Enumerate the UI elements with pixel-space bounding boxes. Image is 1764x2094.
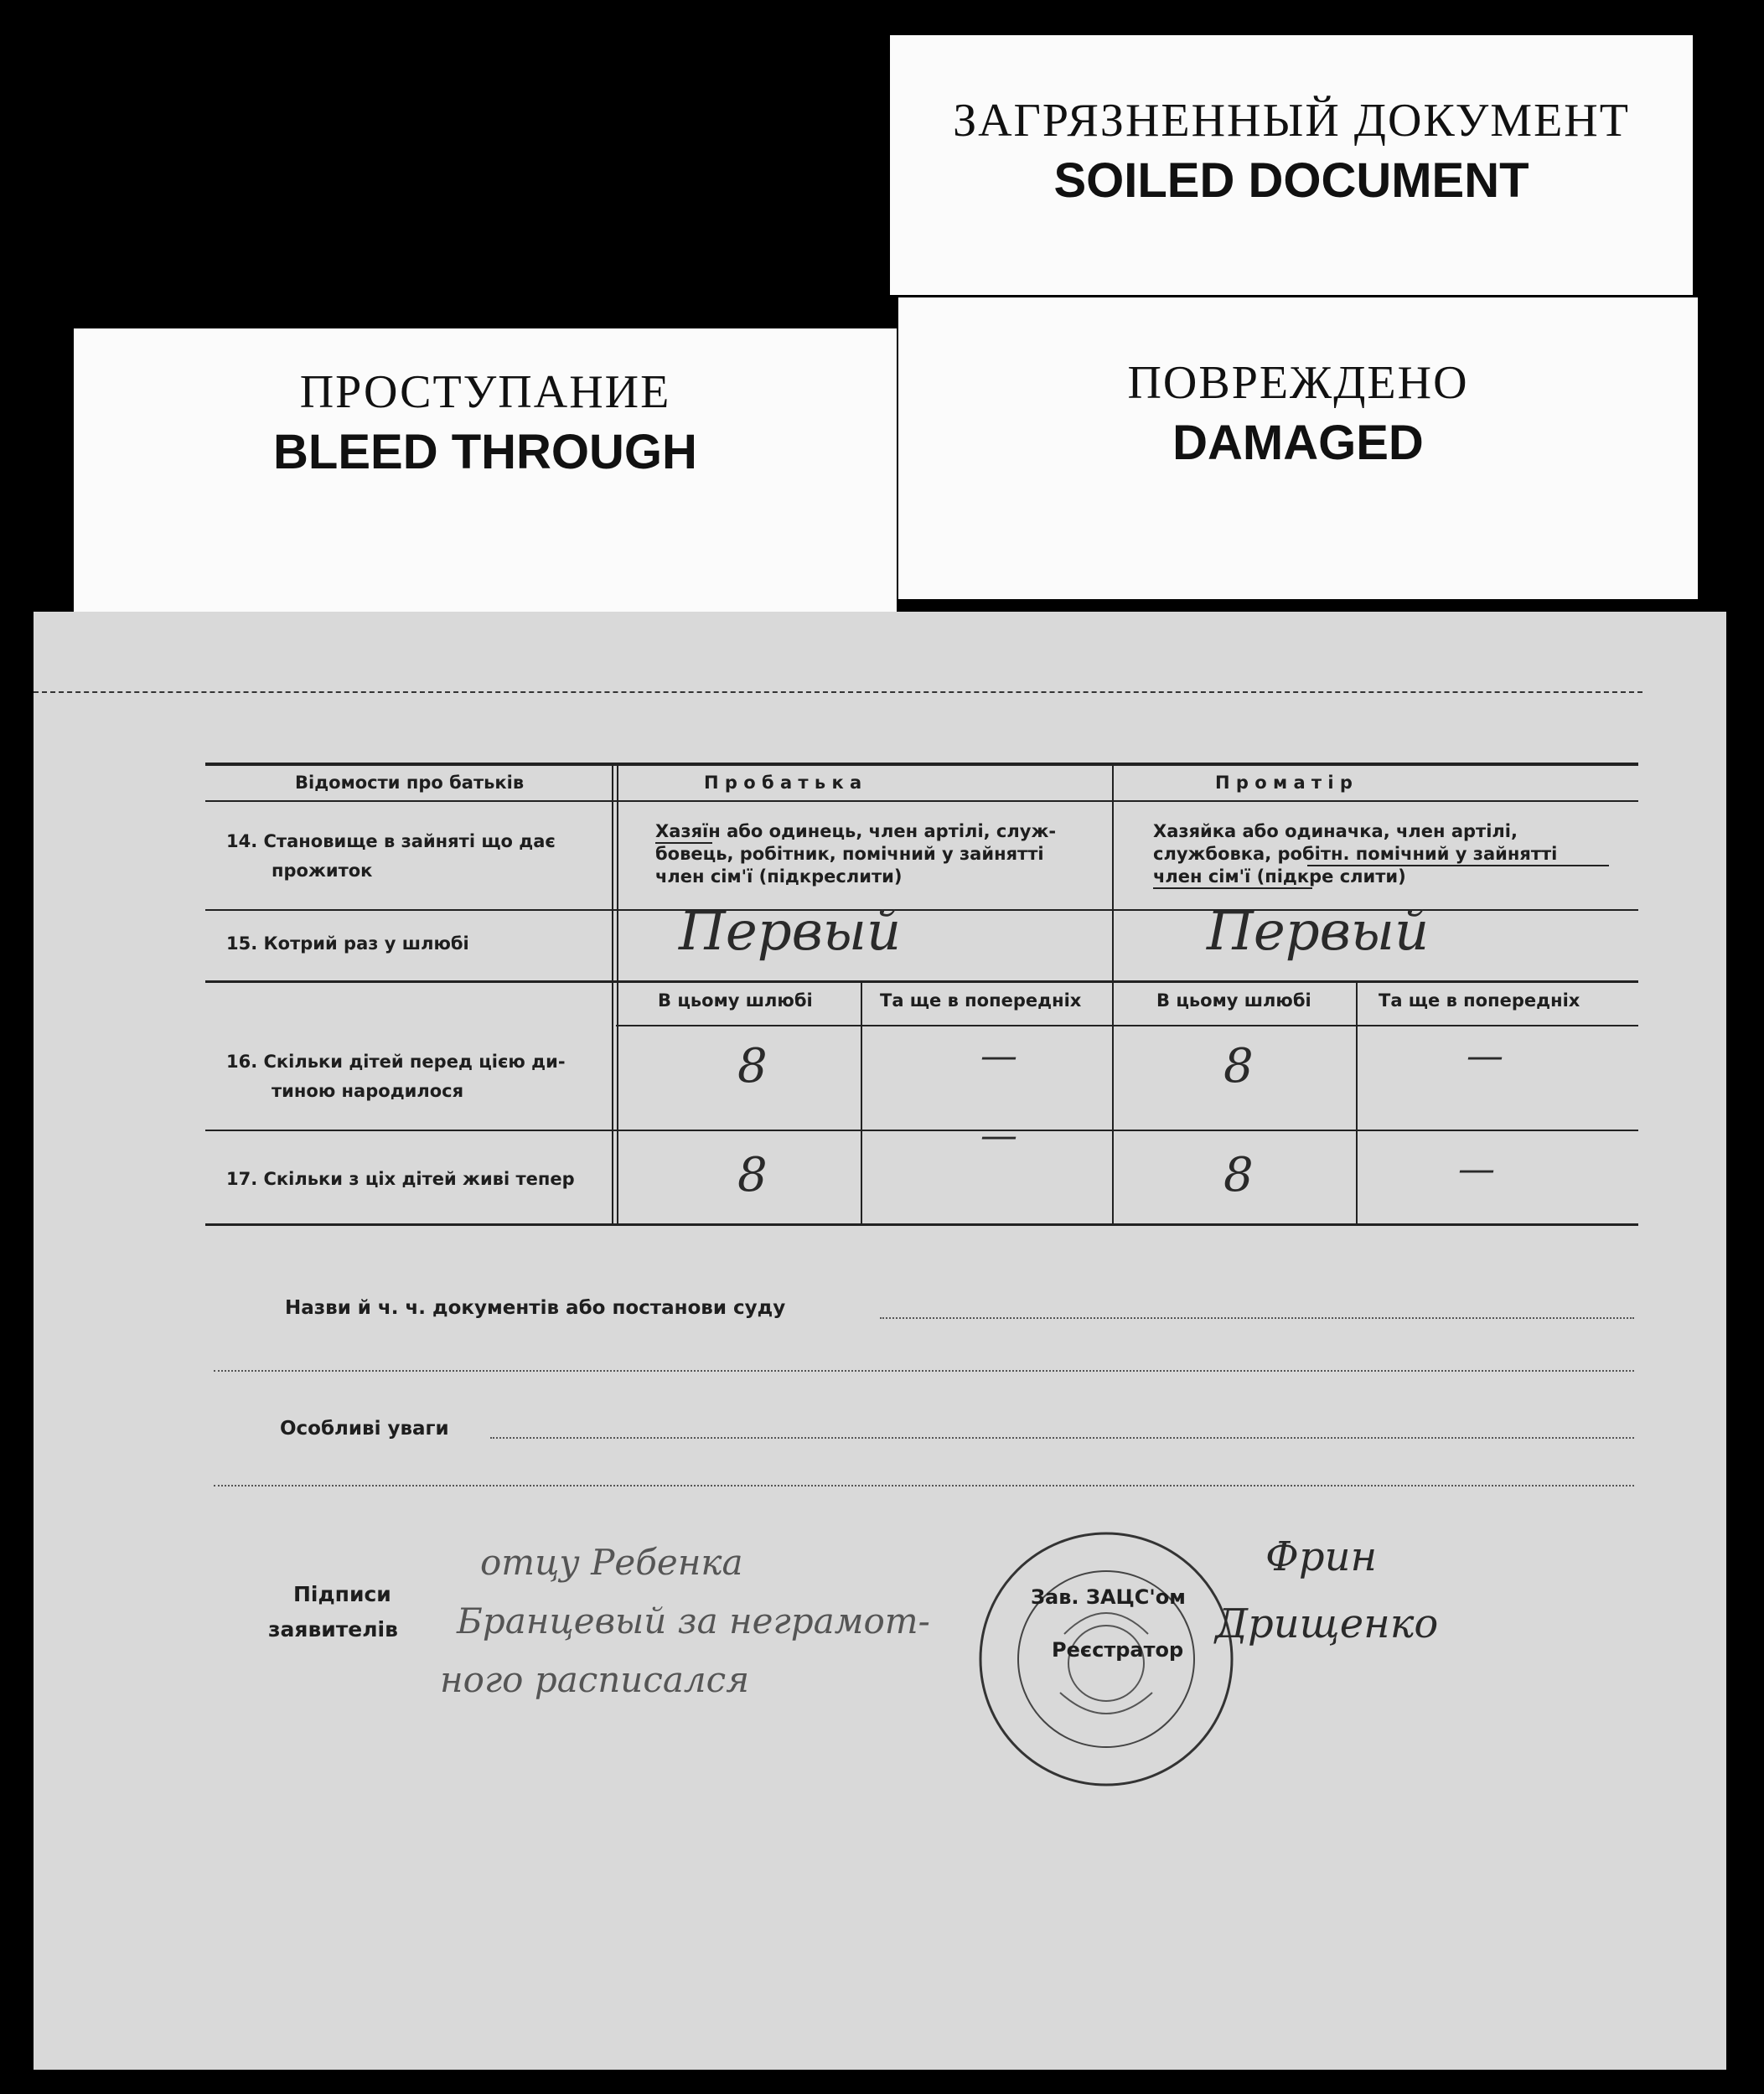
damaged-ru-label: ПОВРЕЖДЕНО — [1127, 357, 1469, 409]
col-divider-1b — [617, 763, 618, 1223]
soiled-ru-label: ЗАГРЯЗНЕННЫЙ ДОКУМЕНТ — [953, 95, 1630, 147]
header-parents-info: Відомости про батьків — [295, 773, 525, 793]
row17-label: 17. Скільки з ціх дітей живі тепер — [226, 1169, 575, 1189]
father-previous: Та ще в попередніх — [880, 990, 1082, 1011]
header-father: П р о б а т ь к а — [704, 773, 862, 793]
signature-hw-b: Бранцевый за неграмот- — [457, 1600, 930, 1642]
signatures-label-a: Підписи — [293, 1582, 391, 1606]
damaged-en-label: DAMAGED — [1172, 416, 1424, 470]
row16-label-a: 16. Скільки дітей перед цією ди- — [226, 1052, 566, 1072]
documents-line-1 — [880, 1317, 1634, 1319]
row16-father-prev: — — [980, 1035, 1017, 1078]
row16-mother-this: 8 — [1223, 1039, 1254, 1094]
documents-line-2 — [214, 1370, 1634, 1372]
soiled-en-label: SOILED DOCUMENT — [1053, 153, 1529, 208]
table-top-border — [205, 763, 1638, 766]
registrar-signature: Дрищенко — [1215, 1600, 1439, 1647]
row17-mother-prev: — — [1458, 1148, 1495, 1191]
header-mother: П р о м а т і р — [1215, 773, 1353, 793]
row15-divider — [205, 980, 1638, 983]
bleed-through-card — [74, 328, 897, 613]
signature-hw-c: ного расписался — [440, 1659, 749, 1700]
document-sheet — [34, 612, 1726, 2070]
row14-mother-b: службовка, робітн. помічний у зайнятті — [1153, 844, 1558, 864]
header-divider — [205, 800, 1638, 802]
row15-father-value: Первый — [679, 901, 902, 963]
mother-previous: Та ще в попередніх — [1379, 990, 1580, 1011]
row16-mother-prev: — — [1467, 1035, 1503, 1078]
row16-divider — [205, 1130, 1638, 1131]
underline-pomichnyi — [1307, 865, 1609, 866]
row14-father-b: бовець, робітник, помічний у зайнятті — [655, 844, 1044, 864]
subheader-divider — [616, 1025, 1638, 1026]
damaged-card — [898, 297, 1698, 599]
row14-label-b: прожиток — [272, 861, 373, 881]
head-label: Зав. ЗАЦС'ом — [1031, 1585, 1186, 1609]
soiled-document-card — [890, 35, 1693, 295]
row14-mother-a: Хазяйка або одиначка, член артілі, — [1153, 821, 1518, 841]
registrar-label: Реєстратор — [1052, 1638, 1184, 1662]
col-divider-father-sub — [861, 980, 862, 1223]
col-divider-2 — [1112, 763, 1114, 1223]
row17-father-prev: — — [980, 1114, 1017, 1157]
notes-line-2 — [214, 1485, 1634, 1486]
row15-mother-value: Первый — [1207, 901, 1430, 963]
row14-mother-c: член сім'ї (підкре слити) — [1153, 866, 1406, 887]
underline-chlen-simi — [1153, 887, 1312, 889]
table-bottom-border — [205, 1223, 1638, 1226]
signature-hw-a: отцу Ребенка — [480, 1542, 743, 1583]
row14-label-a: 14. Становище в зайняті що дає — [226, 831, 556, 851]
row14-father-a: Хазяїн або одинець, член артілі, служ- — [655, 821, 1057, 841]
documents-label: Назви й ч. ч. документів або постанови суду — [285, 1297, 786, 1319]
signatures-label-b: заявителів — [268, 1617, 398, 1642]
row17-father-this: 8 — [737, 1148, 768, 1202]
perforation-line — [34, 691, 1642, 693]
father-this-marriage: В цьому шлюбі — [658, 990, 813, 1011]
col-divider-mother-sub — [1356, 980, 1358, 1223]
col-divider-1 — [612, 763, 613, 1223]
row14-father-c: член сім'ї (підкреслити) — [655, 866, 903, 887]
head-signature: Фрин — [1265, 1533, 1378, 1580]
bleed-en-label: BLEED THROUGH — [273, 425, 697, 479]
mother-this-marriage: В цьому шлюбі — [1156, 990, 1311, 1011]
notes-label: Особливі уваги — [280, 1418, 449, 1440]
row17-mother-this: 8 — [1223, 1148, 1254, 1202]
underline-hazyain — [655, 842, 712, 844]
row16-father-this: 8 — [737, 1039, 768, 1094]
row16-label-b: тиною народилося — [272, 1081, 464, 1101]
notes-line-1 — [490, 1437, 1634, 1439]
row15-label: 15. Котрий раз у шлюбі — [226, 933, 469, 954]
bleed-ru-label: ПРОСТУПАНИЕ — [299, 366, 671, 418]
